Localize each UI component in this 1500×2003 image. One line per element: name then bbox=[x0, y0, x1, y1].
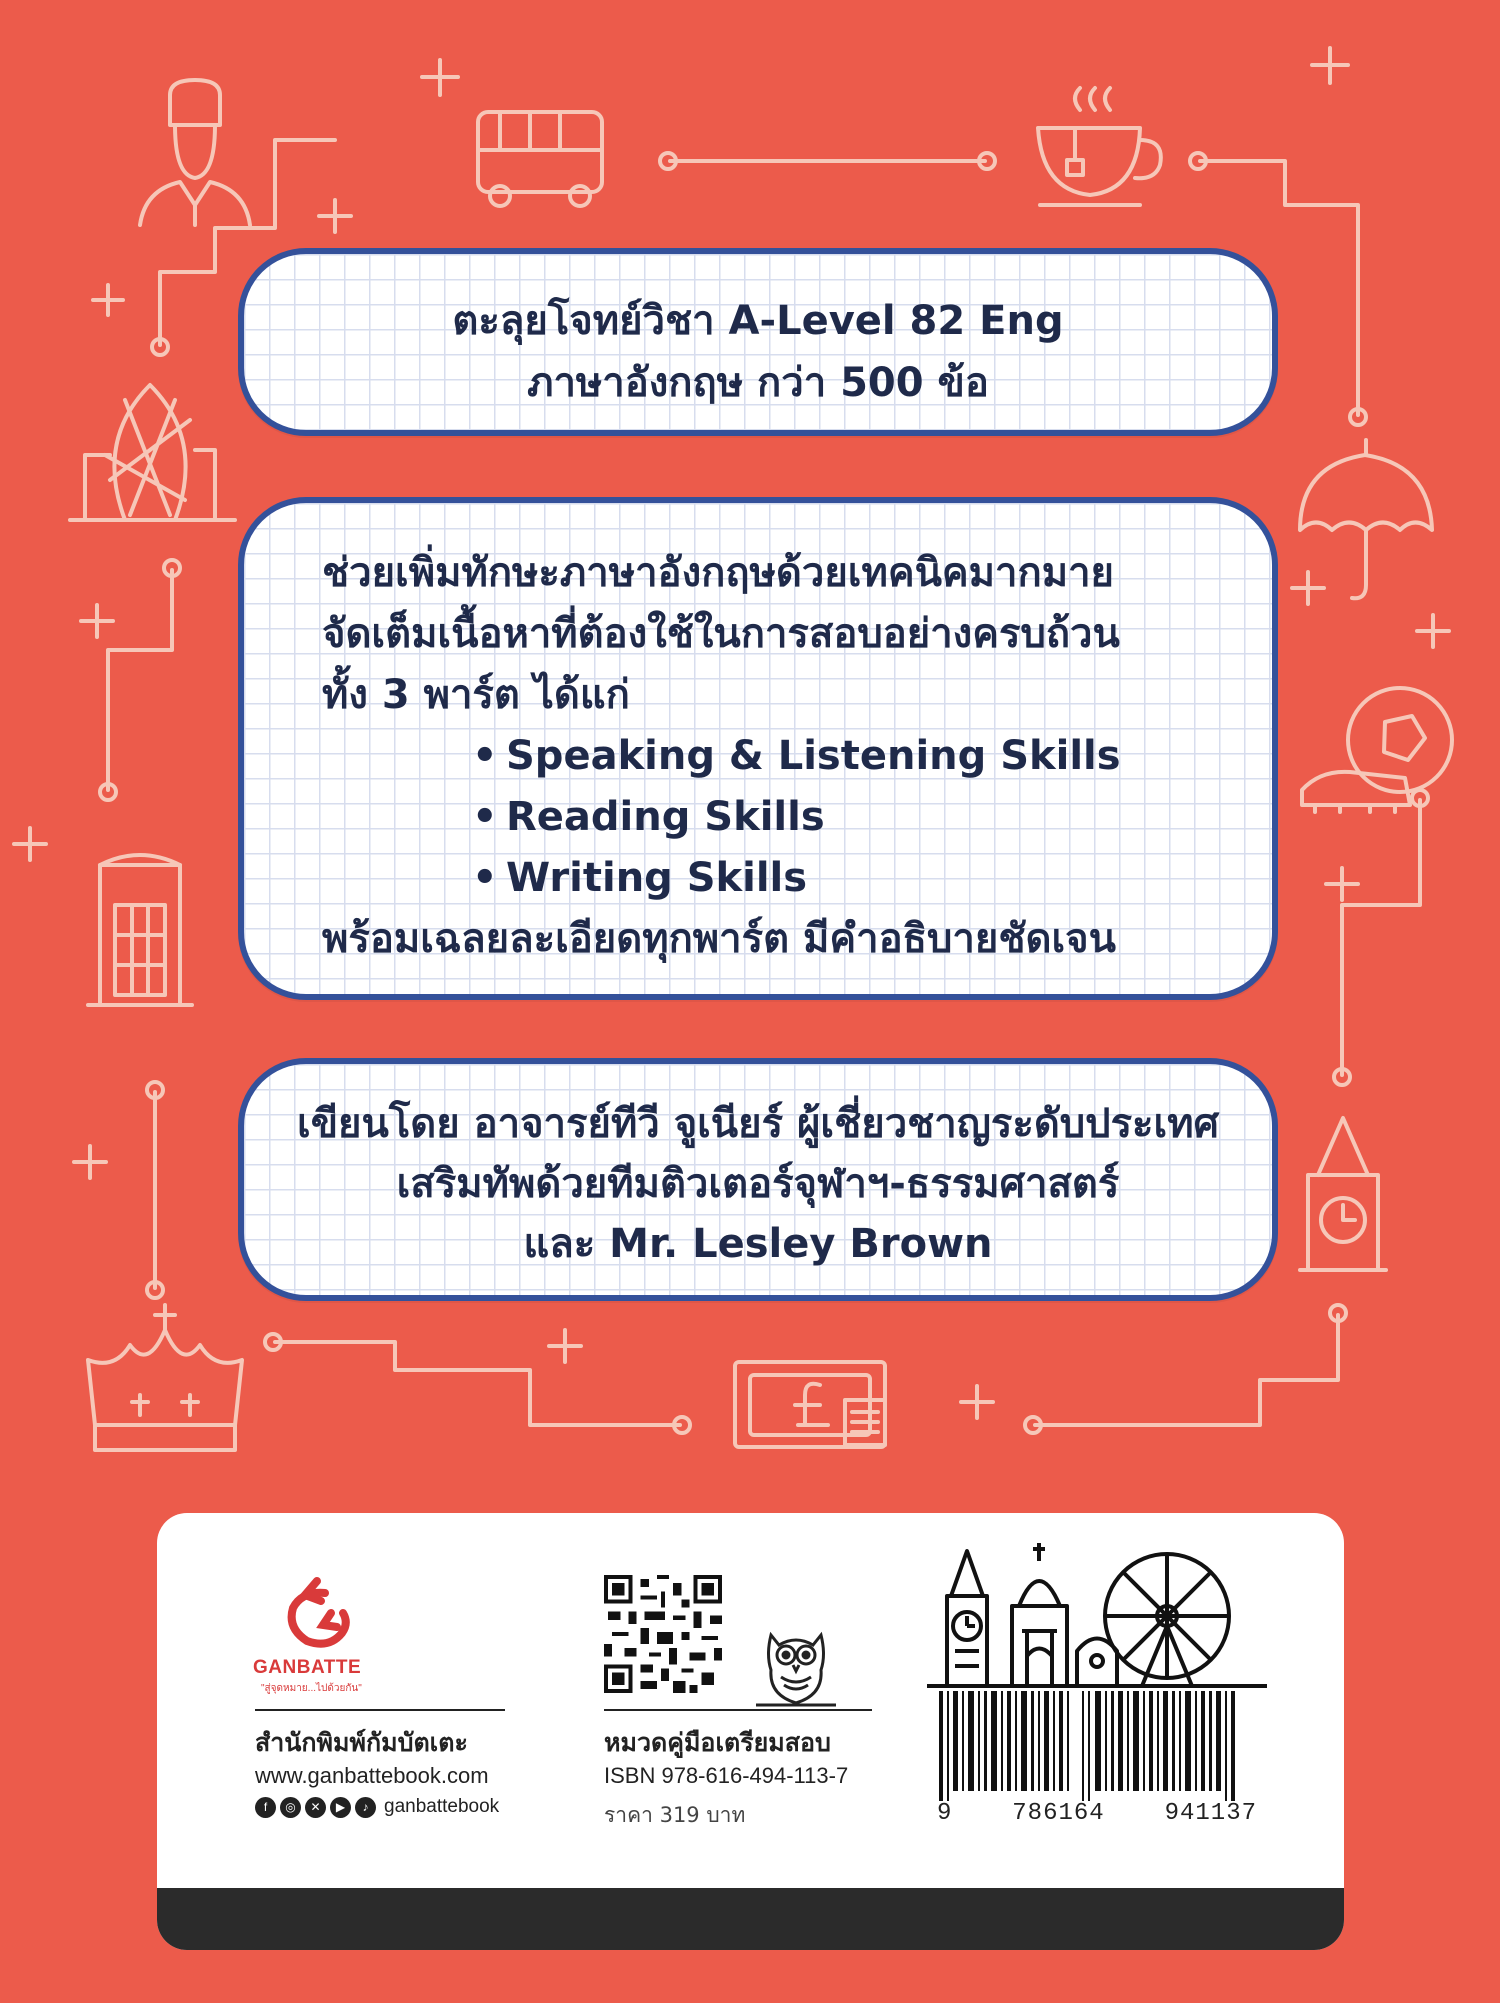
headline-line-2: ภาษาอังกฤษ กว่า 500 ข้อ bbox=[527, 360, 989, 406]
instagram-icon: ◎ bbox=[280, 1797, 301, 1818]
tiktok-icon: ♪ bbox=[355, 1797, 376, 1818]
divider bbox=[604, 1709, 872, 1711]
skill-item: • Writing Skills bbox=[472, 848, 1272, 909]
barcode-digit-group: 9 bbox=[937, 1800, 953, 1827]
publisher-url: www.ganbattebook.com bbox=[255, 1763, 489, 1788]
author-line-2: เสริมทัพด้วยทีมติวเตอร์จุฬาฯ-ธรรมศาสตร์ bbox=[396, 1161, 1120, 1207]
headline-line-1: ตะลุยโจทย์วิชา A-Level 82 Eng bbox=[452, 298, 1064, 344]
owl-icon bbox=[751, 1615, 841, 1711]
facebook-icon: f bbox=[255, 1797, 276, 1818]
skill-item: • Reading Skills bbox=[472, 787, 1272, 848]
isbn: ISBN 978-616-494-113-7 bbox=[604, 1763, 849, 1788]
features-line-3: ทั้ง 3 พาร์ต ได้แก่ bbox=[322, 672, 630, 718]
youtube-icon: ▶ bbox=[330, 1797, 351, 1818]
features-line-1: ช่วยเพิ่มทักษะภาษาอังกฤษด้วยเทคนิคมากมาย bbox=[322, 550, 1114, 596]
features-line-4: พร้อมเฉลยละเอียดทุกพาร์ต มีคำอธิบายชัดเจน bbox=[322, 916, 1116, 962]
author-panel bbox=[238, 1058, 1278, 1301]
barcode-number bbox=[937, 1800, 1257, 1827]
brand-tagline: "สู่จุดหมาย...ไปด้วยกัน" bbox=[261, 1683, 362, 1694]
social-handle: ganbattebook bbox=[384, 1796, 500, 1817]
divider bbox=[255, 1709, 505, 1711]
brand-name: GANBATTE bbox=[253, 1657, 362, 1678]
x-icon: ✕ bbox=[305, 1797, 326, 1818]
qr-code bbox=[604, 1575, 722, 1693]
features-panel bbox=[238, 497, 1278, 1000]
price: ราคา 319 บาท bbox=[604, 1803, 746, 1827]
features-line-2: จัดเต็มเนื้อหาที่ต้องใช้ในการสอบอย่างครบถ้วน bbox=[322, 611, 1120, 657]
headline-panel bbox=[238, 248, 1278, 436]
barcode-digit-group: 941137 bbox=[1164, 1800, 1257, 1827]
book-category: หมวดคู่มือเตรียมสอบ bbox=[604, 1728, 831, 1757]
publisher-name: สำนักพิมพ์กัมบัตเตะ bbox=[255, 1728, 468, 1757]
ganbatte-logo-icon bbox=[247, 1573, 377, 1653]
skills-list bbox=[322, 726, 1272, 909]
footer-strip bbox=[157, 1888, 1344, 1950]
barcode-digit-group: 786164 bbox=[1012, 1800, 1105, 1827]
author-line-1: เขียนโดย อาจารย์ทีวี จูเนียร์ ผู้เชี่ยวชาญระดับประเทศ bbox=[297, 1101, 1219, 1147]
social-links bbox=[255, 1796, 499, 1818]
skill-item: • Speaking & Listening Skills bbox=[472, 726, 1272, 787]
book-info-card bbox=[157, 1513, 1344, 1950]
author-line-3: และ Mr. Lesley Brown bbox=[523, 1221, 993, 1267]
barcode-bars bbox=[939, 1691, 1235, 1801]
